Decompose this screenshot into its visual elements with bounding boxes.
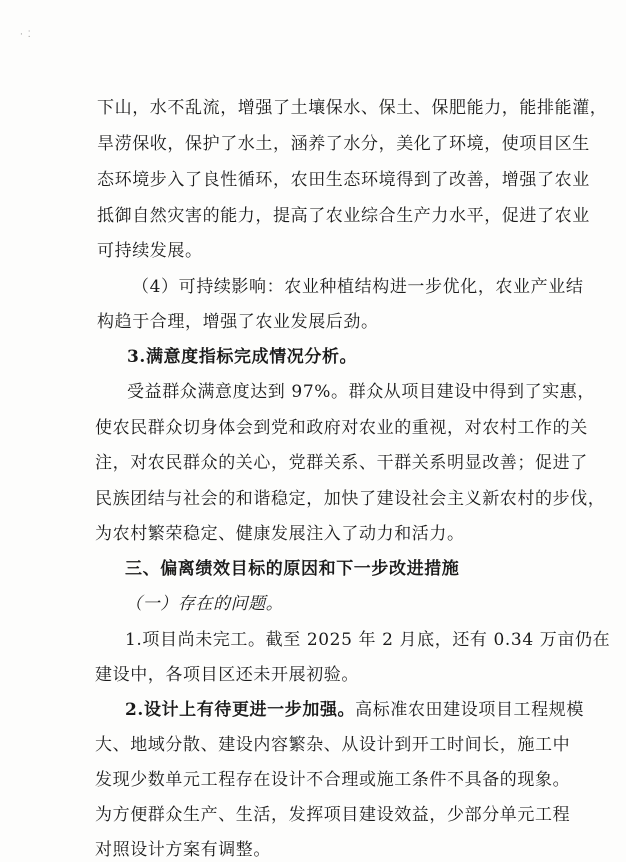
chapter-heading: 三、偏离绩效目标的原因和下一步改进措施 [125,559,460,579]
body-line: 建设中，各项目区还未开展初验。 [95,665,359,685]
body-line: 受益群众满意度达到 97%。群众从项目建设中得到了实惠， [127,382,595,402]
section-heading: 3.满意度指标完成情况分析。 [127,347,358,367]
item-line [125,699,584,721]
body-line: 1.项目尚未完工。截至 2025 年 2 月底，还有 0.34 万亩仍在 [125,630,611,650]
body-line: 可持续发展。 [97,241,203,261]
item-text: 高标准农田建设项目工程规模 [355,700,584,720]
body-line: 下山，水不乱流，增强了土壤保水、保土、保肥能力，能排能灌， [97,98,608,118]
body-line: 注，对农民群众的关心，党群关系、干群关系明显改善；促进了 [95,453,588,473]
body-line: （4）可持续影响：农业种植结构进一步优化，农业产业结 [132,277,584,297]
body-line: 民族团结与社会的和谐稳定，加快了建设社会主义新农村的步伐， [95,489,606,509]
body-line: 抵御自然灾害的能力，提高了农业综合生产力水平，促进了农业 [97,206,590,226]
subsection-heading: （一）存在的问题。 [125,594,284,614]
body-line: 为农村繁荣稳定、健康发展注入了动力和活力。 [95,524,465,544]
body-line: 大、地域分散、建设内容繁杂、从设计到开工时间长，施工中 [95,735,571,755]
body-line: 使农民群众切身体会到党和政府对农业的重视，对农村工作的关 [95,418,588,438]
body-line: 态环境步入了良性循环，农田生态环境得到了改善，增强了农业 [97,170,590,190]
body-line: 为方便群众生产、生活，发挥项目建设效益，少部分单元工程 [95,805,571,825]
body-line: 发现少数单元工程存在设计不合理或施工条件不具备的现象。 [95,770,571,790]
body-line: 旱涝保收，保护了水土，涵养了水分，美化了环境，使项目区生 [97,134,590,154]
corner-mark: · ⁚ [20,30,32,40]
body-line: 构趋于合理，增强了农业发展后劲。 [97,312,379,332]
body-line: 对照设计方案有调整。 [95,840,271,860]
item-heading: 2.设计上有待更进一步加强。 [125,700,356,720]
